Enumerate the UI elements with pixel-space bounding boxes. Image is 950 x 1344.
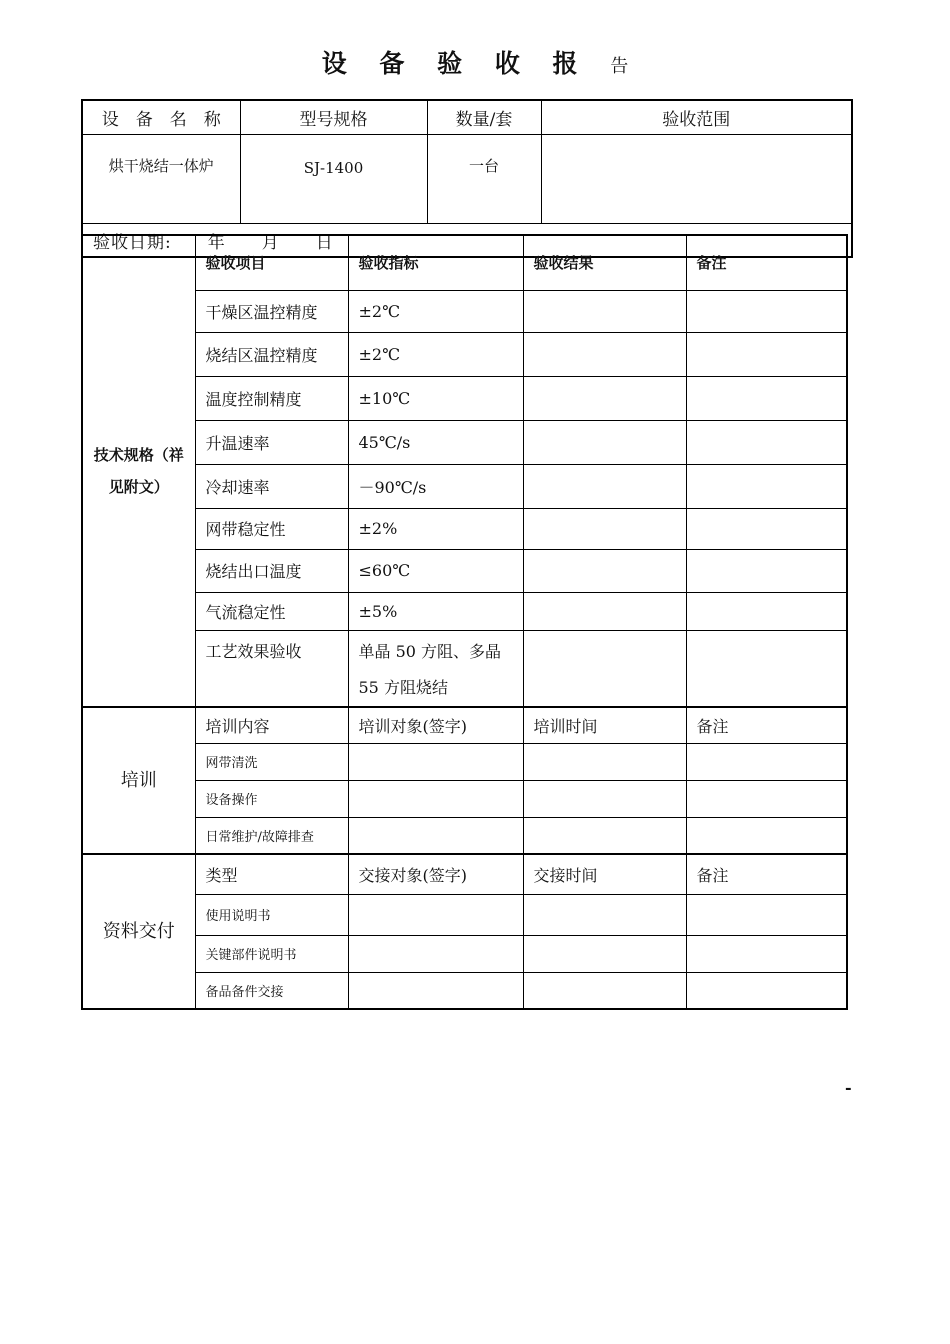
tech-spec: ±2% [348, 508, 523, 549]
tech-remark-cell [686, 464, 847, 508]
docs-time-cell [523, 935, 686, 972]
tech-spec: 单晶 50 方阻、多晶 55 方阻烧结 [348, 630, 523, 707]
scope-value [541, 135, 852, 224]
training-header-time: 培训时间 [523, 707, 686, 743]
acceptance-date: 验收日期: 年 月 日 [82, 224, 852, 258]
tech-result-cell [523, 332, 686, 376]
docs-item: 备品备件交接 [195, 972, 348, 1009]
tech-section-label: 技术规格（祥见附文） [82, 235, 195, 707]
docs-header-remark: 备注 [686, 854, 847, 894]
tech-remark-cell [686, 290, 847, 332]
training-header-remark: 备注 [686, 707, 847, 743]
table-row [82, 743, 847, 780]
model-value: SJ-1400 [240, 135, 427, 224]
tech-remark-cell [686, 630, 847, 707]
tech-header-remark: 备注 [686, 235, 847, 290]
training-remark-cell [686, 780, 847, 817]
training-section-label: 培训 [82, 707, 195, 854]
tech-item: 气流稳定性 [195, 592, 348, 630]
tech-result-cell [523, 592, 686, 630]
tech-spec: 45℃/s [348, 420, 523, 464]
tech-result-cell [523, 508, 686, 549]
tech-item: 温度控制精度 [195, 376, 348, 420]
tech-item: 烧结区温控精度 [195, 332, 348, 376]
table-row [82, 935, 847, 972]
model-header: 型号规格 [240, 100, 427, 135]
tech-header-result: 验收结果 [523, 235, 686, 290]
tech-item: 网带稳定性 [195, 508, 348, 549]
tech-spec: ±2℃ [348, 332, 523, 376]
docs-time-cell [523, 972, 686, 1009]
docs-item: 关键部件说明书 [195, 935, 348, 972]
training-signature-cell [348, 743, 523, 780]
device-name-value: 烘干烧结一体炉 [82, 135, 240, 224]
training-time-cell [523, 780, 686, 817]
tech-remark-cell [686, 420, 847, 464]
docs-signature-cell [348, 894, 523, 935]
tech-result-cell [523, 376, 686, 420]
tech-remark-cell [686, 592, 847, 630]
table-row [82, 592, 847, 630]
tech-result-cell [523, 549, 686, 592]
table-row [82, 817, 847, 854]
training-signature-cell [348, 780, 523, 817]
tech-remark-cell [686, 508, 847, 549]
docs-signature-cell [348, 935, 523, 972]
tech-spec: ±2℃ [348, 290, 523, 332]
acceptance-table [81, 234, 848, 1010]
docs-signature-cell [348, 972, 523, 1009]
docs-remark-cell [686, 935, 847, 972]
docs-remark-cell [686, 972, 847, 1009]
training-signature-cell [348, 817, 523, 854]
table-row [82, 780, 847, 817]
tech-result-cell [523, 464, 686, 508]
tech-spec: ±5% [348, 592, 523, 630]
docs-remark-cell [686, 894, 847, 935]
quantity-header: 数量/套 [427, 100, 541, 135]
docs-section-label: 资料交付 [82, 854, 195, 1009]
tech-spec: ≤60℃ [348, 549, 523, 592]
training-header-trainee: 培训对象(签字) [348, 707, 523, 743]
tech-item: 干燥区温控精度 [195, 290, 348, 332]
table-row [82, 420, 847, 464]
tech-remark-cell [686, 332, 847, 376]
device-name-header: 设 备 名 称 [82, 100, 240, 135]
tech-result-cell [523, 290, 686, 332]
training-remark-cell [686, 817, 847, 854]
tech-item: 冷却速率 [195, 464, 348, 508]
training-time-cell [523, 817, 686, 854]
tech-result-cell [523, 630, 686, 707]
tech-spec: －90℃/s [348, 464, 523, 508]
docs-header-time: 交接时间 [523, 854, 686, 894]
training-item: 设备操作 [195, 780, 348, 817]
training-header-content: 培训内容 [195, 707, 348, 743]
tech-item: 工艺效果验收 [195, 630, 348, 707]
tech-result-cell [523, 420, 686, 464]
tech-item: 烧结出口温度 [195, 549, 348, 592]
docs-item: 使用说明书 [195, 894, 348, 935]
docs-header-type: 类型 [195, 854, 348, 894]
report-title: 设 备 验 收 报 告 [321, 49, 629, 78]
page-footer-mark: - [845, 1078, 852, 1097]
docs-time-cell [523, 894, 686, 935]
training-remark-cell [686, 743, 847, 780]
tech-item: 升温速率 [195, 420, 348, 464]
scope-header: 验收范围 [541, 100, 852, 135]
tech-header-item: 验收项目 [195, 235, 348, 290]
training-item: 网带清洗 [195, 743, 348, 780]
table-row [82, 332, 847, 376]
docs-header-recipient: 交接对象(签字) [348, 854, 523, 894]
tech-remark-cell [686, 376, 847, 420]
table-row [82, 972, 847, 1009]
tech-spec: ±10℃ [348, 376, 523, 420]
table-row [82, 376, 847, 420]
table-row [82, 894, 847, 935]
table-row [82, 290, 847, 332]
tech-remark-cell [686, 549, 847, 592]
table-row [82, 630, 847, 707]
quantity-value: 一台 [427, 135, 541, 224]
table-row [82, 464, 847, 508]
training-time-cell [523, 743, 686, 780]
table-row [82, 549, 847, 592]
tech-header-spec: 验收指标 [348, 235, 523, 290]
training-item: 日常维护/故障排查 [195, 817, 348, 854]
table-row [82, 508, 847, 549]
